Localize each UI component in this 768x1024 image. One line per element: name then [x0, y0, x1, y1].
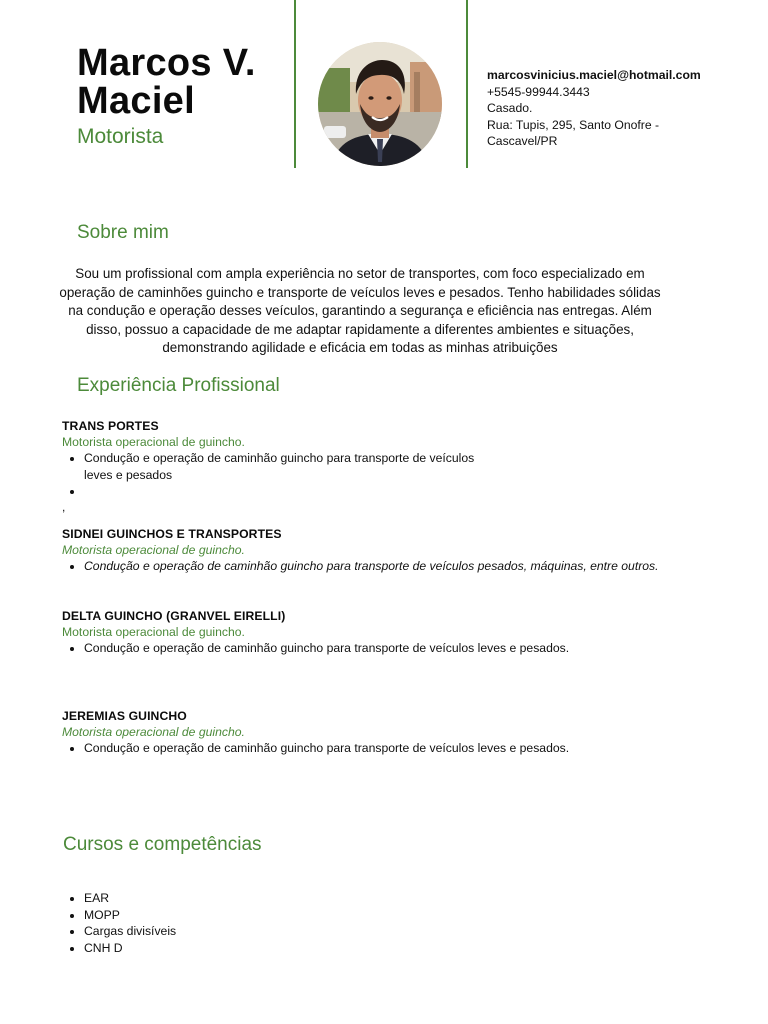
- experience-item: [62, 419, 742, 514]
- job-position: Motorista operacional de guincho.: [62, 435, 245, 449]
- job-position: Motorista operacional de guincho.: [62, 625, 245, 639]
- job-duties: [62, 450, 484, 500]
- skill-item: • MOPP: [84, 907, 176, 924]
- company-name: DELTA GUINCHO (GRANVEL EIRELLI): [62, 609, 286, 623]
- experience-item: [62, 527, 742, 575]
- about-heading: Sobre mim: [77, 222, 169, 243]
- contact-email[interactable]: marcosvinicius.maciel@hotmail.com: [487, 68, 701, 82]
- company-name: TRANS PORTES: [62, 419, 159, 433]
- job-duties: [62, 640, 742, 657]
- contact-marital-status: Casado.: [487, 101, 533, 115]
- company-name: JEREMIAS GUINCHO: [62, 709, 187, 723]
- job-duties: [62, 558, 742, 575]
- contact-phone[interactable]: +5545-99944.3443: [487, 84, 590, 99]
- stray-comma: ,: [62, 499, 66, 514]
- skill-item: • CNH D: [84, 940, 176, 957]
- duty-item: • Condução e operação de caminhão guincho para transporte de veículos pesados, máquinas, entre outros.: [84, 558, 742, 575]
- duty-item: • Condução e operação de caminhão guincho para transporte de veículos leves e pesados.: [84, 640, 742, 657]
- skills-list-container: [62, 890, 176, 956]
- company-name: SIDNEI GUINCHOS E TRANSPORTES: [62, 527, 282, 541]
- job-role: Motorista: [77, 125, 164, 148]
- duty-item: [84, 483, 484, 500]
- contact-address-line-2: Cascavel/PR: [487, 134, 558, 148]
- skill-item: • Cargas divisíveis: [84, 923, 176, 940]
- candidate-name: [77, 44, 256, 120]
- job-duties: [62, 740, 574, 757]
- duty-item: • Condução e operação de caminhão guincho para transporte de veículos leves e pesados: [84, 450, 484, 483]
- experience-item: [62, 609, 742, 657]
- name-line-1: Marcos V.: [77, 42, 256, 84]
- job-position: Motorista operacional de guincho.: [62, 725, 245, 739]
- contact-block: [487, 67, 701, 150]
- experience-item: [62, 709, 742, 757]
- avatar-portrait-icon: [318, 42, 442, 166]
- header-divider-left: [294, 0, 296, 168]
- skills-list: [62, 890, 176, 956]
- contact-address-line-1: Rua: Tupis, 295, Santo Onofre -: [487, 117, 660, 132]
- skill-item: • EAR: [84, 890, 176, 907]
- header-divider-right: [466, 0, 468, 168]
- about-text: Sou um profissional com ampla experiência no setor de transportes, com foco especializado em operação de caminhões guincho e transporte de veículos leves e pesados. Tenho habilidades sólidas na condução e operação desses veículos, garantindo a segurança e eficiência nas entregas. Além disso, possuo a capacidade de me adaptar rapidamente a diferentes ambientes e situações, demonstrando agilidade e eficácia em todas as minhas atribuições: [59, 266, 661, 355]
- name-line-2: Maciel: [77, 80, 195, 122]
- skills-heading: Cursos e competências: [63, 834, 262, 855]
- job-position: Motorista operacional de guincho.: [62, 543, 245, 557]
- duty-item: • Condução e operação de caminhão guincho para transporte de veículos leves e pesados.: [84, 740, 574, 757]
- experience-heading: Experiência Profissional: [77, 375, 280, 396]
- profile-photo: [318, 42, 442, 166]
